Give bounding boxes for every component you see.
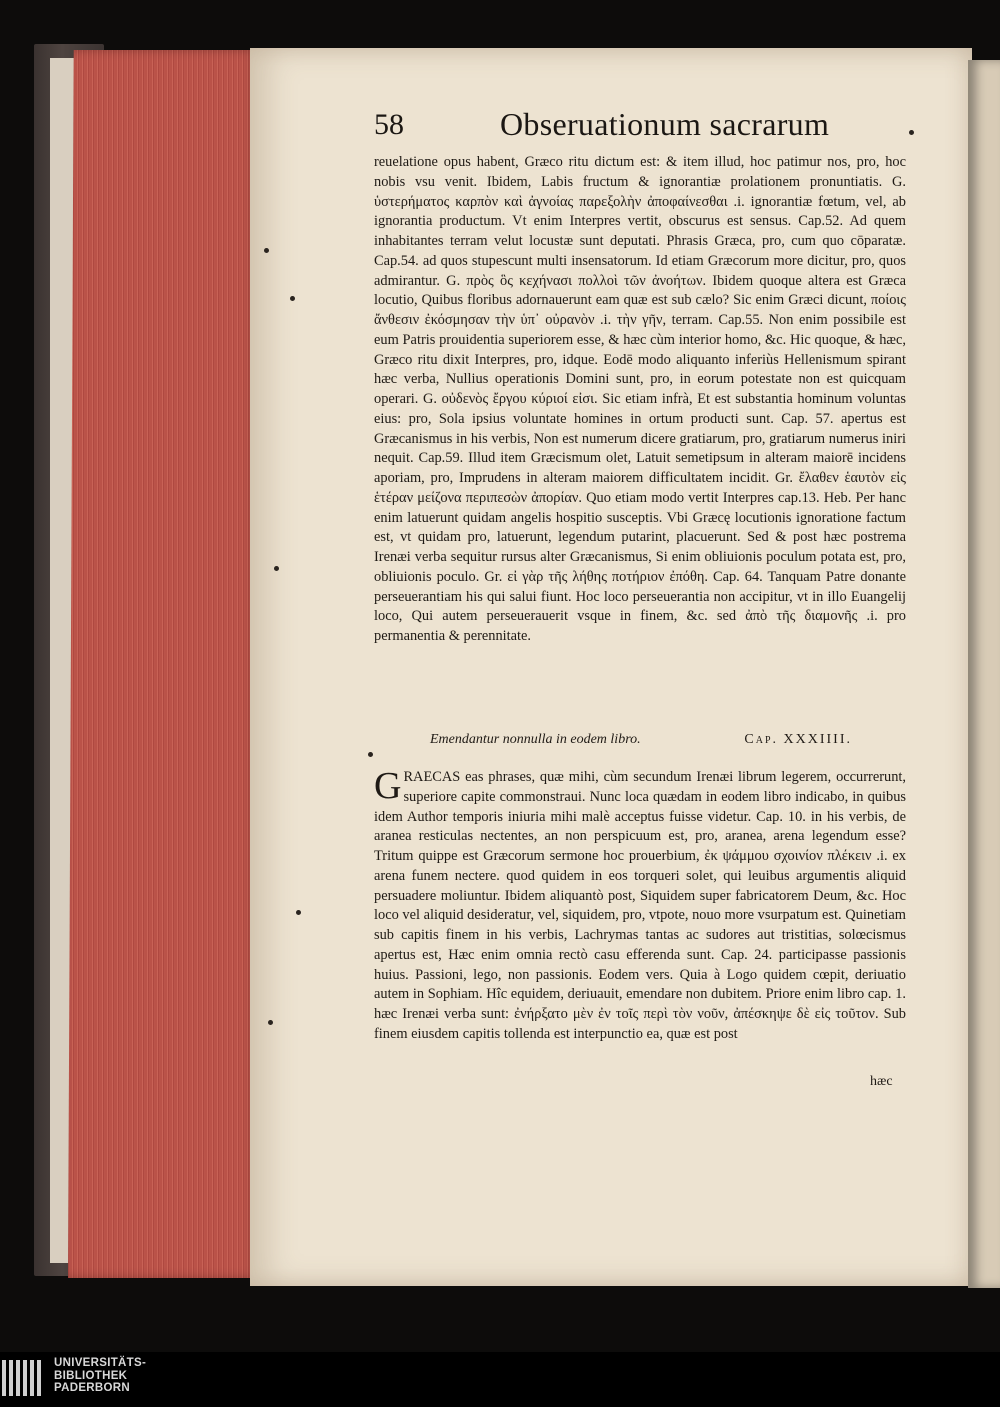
body-text-bottom xyxy=(374,765,906,1045)
running-head: Obseruationum sacrarum xyxy=(500,106,830,142)
library-name xyxy=(54,1357,146,1395)
page-number: 58 xyxy=(374,108,404,141)
paper-hole xyxy=(909,130,914,135)
drop-capital: G xyxy=(374,765,402,807)
footer-bar xyxy=(0,1352,1000,1407)
body-text-top xyxy=(374,153,906,647)
chapter-heading xyxy=(430,732,906,754)
chapter-description: Emendantur nonnulla in eodem libro. xyxy=(430,732,641,747)
paragraph: RAECAS eas phrases, quæ mihi, cùm secundum Irenæi librum legerem, occurrerunt, superiore capite commonstraui. Nunc loca quædam in eodem libro indicabo, in quibus idem Author temporis iniuria mihi malè acceptus fuisse videtur. Cap. 10. in his verbis, de aranea resticulas nectentes, an non perspicuum est, pro, aranea, arena legendum esse? Tritum quippe est Græcorum sermone hoc prouerbium, ἐκ ψάμμου σχοινίον πλέκειν .i. ex arena funem nectere. quod quidem in eos torqueri solet, qui leuibus argumentis aliquid persuadere moliuntur. Ibidem aliquantò post, Siquidem super fabricatorem Deum, &c. Hoc loco vel aliquid desideratur, vel, siquidem, pro, vtpote, nouo more vsurpatum est. Quinetiam sub capitis finem in his verbis, Lachrymas tantas ac sudores aut tristitias, solœcismus apertus est, Hæc enim omnia rectò casu efferenda sunt. Cap. 24. participasse passionis huius. Passioni, lego, non passionis. Eodem vers. Quia à Logo quidem cœpit, deriuatio autem in Sophiam. Hîc equidem, deriuauit, emendare non dubitem. Priore enim libro cap. 1. hæc Irenæi verba sunt: ἐνήρξατο μὲν ἐν τοῖς περὶ τὸν νοῦν, ἀπέσκηψε δὲ εἰς τοῦτον. Sub finem eiusdem capitis tollenda est interpunctio ea, quæ est post xyxy=(374,769,906,1042)
library-logo-icon xyxy=(0,1356,44,1400)
library-name-line: BIBLIOTHEK xyxy=(54,1369,128,1382)
catchword: hæc xyxy=(870,1074,893,1089)
red-page-edges xyxy=(68,50,258,1278)
paragraph: reuelatione opus habent, Græco ritu dictum est: & item illud, hoc patimur nos, pro, hoc nobis vsu venit. Ibidem, Labis fructum & ignorantiæ prolationem pronuntiatis. G. ὑστερήματος καρπὸν καὶ ἀγνοίας παρεξολὴν ἀποφαίνεσθαι .i. ignorantiæ fœtum, vel, ab ignorantia productum. Vt enim Interpres vertit, obscurus est sensus. Cap.52. Ad quem inhabitantes terram velut locustæ sunt deputati. Phrasis Græca, pro, cum quo cōparatæ. Cap.54. ad quos stupescunt multi insensatorum. Id etiam Græcorum more dicitur, pro, quos admirantur. G. πρὸς ὃς κεχήνασι πολλοὶ τῶν ἀνοήτων. Ibidem quoque altera est Græca locutio, Quibus floribus adornauerunt eam quæ est sub cælo? Sic enim Græci dicunt, ποίοις ἄνθεσιν ἐκόσμησαν τὴν ὑπ᾽ οὐρανὸν .i. τὴν γῆν, terram. Cap.55. Non enim possibile est eum Patris prouidentia superiorem esse, & hæc cùm interior homo, &c. Hic quoque, & hæc, Græco ritu dixit Interpres, pro, idque. Eodē modo aliquanto inferiùs Hellenismum spirant hæc verba, Nullius operationis Domini sunt, pro, in eorum potestate non est quicquam operari. G. οὐδενὸς ἔργου κύριοί εἰσι. Sic etiam infrà, Et est substantia hominum voluntas eius: pro, Sola ipsius voluntate homines in ortum producti sunt. Cap. 57. apertus est Græcanismus in his verbis, Non est numerum dicere gratiarum, pro, gratiarum numerus iniri nequit. Cap.59. Illud item Græcismum olet, Latuit semetipsum in alteram maiorē incidens aporiam, pro, Imprudens in alteram maiorem difficultatem incidit. Gr. ἔλαθεν ἑαυτὸν εἰς ἑτέραν μείζονα περιπεσὼν ἀπορίαν. Quo etiam modo vertit Interpres cap.13. Heb. Per hanc enim latuerunt quidam angelis hospitio susceptis. Vbi Græcę locutionis ignoratione factum est, vt quidam pro, latuerunt, legendum putarint, placuerunt. Sed & post hæc postrema Irenæi verba sequitur rursus alter Græcanismus, Si enim obliuionis poculum potata est, pro, obliuionis poculo. Gr. εἰ γὰρ τῆς λήθης ποτήριον ἐπόθη. Cap. 64. Tanquam Patre donante perseuerantiam his qui salui fiunt. Hoc loco perseuerantia non accipitur, vt in illo Euangelij loco, Qui autem perseuerauerit vsque in finem, &c. sed ἀπὸ τῆς διαμονῆς .i. pro permanentia & perennitate. xyxy=(374,154,906,644)
paper-hole xyxy=(264,248,269,253)
chapter-number: Cap. XXXIIII. xyxy=(744,732,852,747)
paper-hole xyxy=(290,296,295,301)
paper-hole xyxy=(368,752,373,757)
paper-hole xyxy=(268,1020,273,1025)
paper-hole xyxy=(296,910,301,915)
library-name-line: PADERBORN xyxy=(54,1382,130,1395)
library-name-line: UNIVERSITÄTS- xyxy=(54,1357,147,1369)
paper-hole xyxy=(274,566,279,571)
facing-page-edge xyxy=(968,60,1000,1288)
